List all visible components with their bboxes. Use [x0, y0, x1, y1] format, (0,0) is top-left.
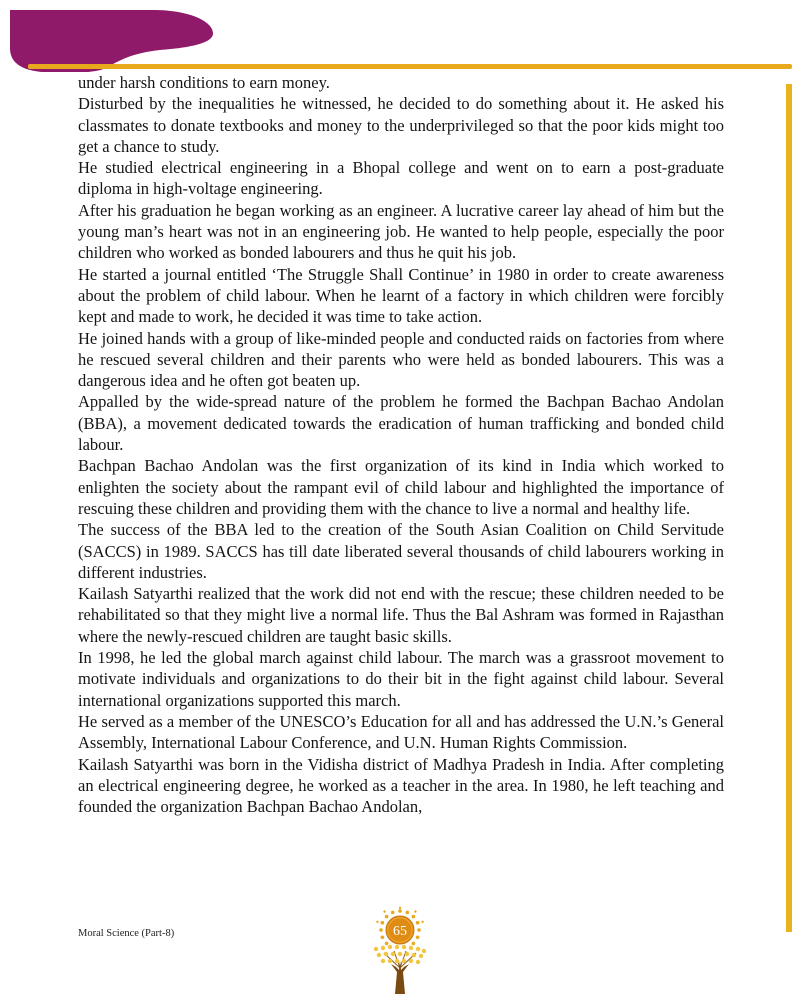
paragraph: Disturbed by the inequalities he witnessed, he decided to do something about it. He asked his classmates to donate textbooks and money to the underprivileged so that the poor kids might too get a chance to study.	[78, 94, 724, 156]
header-swoosh-decoration	[8, 8, 218, 72]
tree-trunk	[391, 960, 409, 994]
paragraph: The success of the BBA led to the creation of the South Asian Coalition on Child Servitude (SACCS) in 1989. SACCS has till date liberated several thousands of child labourers working in different industries.	[78, 520, 724, 582]
paragraph: Appalled by the wide-spread nature of the problem he formed the Bachpan Bachao Andolan (BBA), a movement dedicated towards the eradication of human trafficking and bonded child labour.	[78, 392, 724, 455]
paragraph: After his graduation he began working as an engineer. A lucrative career lay ahead of him but the young man’s heart was not in an engineering job. He wanted to help people, especially the poor children who worked as bonded labourers and thus he quit his job.	[78, 200, 724, 263]
page-number-badge	[350, 906, 450, 996]
paragraph: He served as a member of the UNESCO’s Education for all and has addressed the U.N.’s General Assembly, International Labour Conference, and U.N. Human Rights Commission.	[78, 711, 724, 753]
right-edge-bar	[786, 84, 792, 932]
paragraph: He started a journal entitled ‘The Struggle Shall Continue’ in 1980 in order to create awareness about the problem of child labour. When he learnt of a factory in which children were forcibly kept and made to work, he decided it was time to take action.	[78, 264, 724, 327]
header-rule	[28, 64, 792, 69]
page-body-text	[78, 72, 724, 817]
swoosh-shape-icon	[8, 8, 218, 72]
paragraph: Kailash Satyarthi was born in the Vidisha district of Madhya Pradesh in India. After completing an electrical engineering degree, he worked as a teacher in the area. In 1980, he left teaching and founded the organization Bachpan Bachao Andolan,	[78, 754, 724, 817]
paragraph: under harsh conditions to earn money.	[78, 73, 330, 92]
paragraph: Kailash Satyarthi realized that the work did not end with the rescue; these children needed to be rehabilitated so that they might live a normal life. Thus the Bal Ashram was formed in Rajasthan where the newly-rescued children are taught basic skills.	[78, 584, 724, 646]
paragraph: He joined hands with a group of like-minded people and conducted raids on factories from where he rescued several children and their parents who were held as bonded labourers. This was a dangerous idea and he often got beaten up.	[78, 328, 724, 391]
paragraph: He studied electrical engineering in a Bhopal college and went on to earn a post-graduate diploma in high-voltage engineering.	[78, 158, 724, 199]
page-number: 65	[392, 924, 407, 939]
tree-logo-icon	[350, 906, 450, 996]
footer-book-title: Moral Science (Part-8)	[78, 928, 175, 939]
paragraph: Bachpan Bachao Andolan was the first organization of its kind in India which worked to enlighten the society about the rampant evil of child labour and highlighted the importance of rescuing these children and providing them with the chance to live a normal and healthy life.	[78, 456, 724, 518]
paragraph: In 1998, he led the global march against child labour. The march was a grassroot movement to motivate individuals and organizations to do their bit in the fight against child labour. Several international organizations supported this march.	[78, 648, 724, 710]
